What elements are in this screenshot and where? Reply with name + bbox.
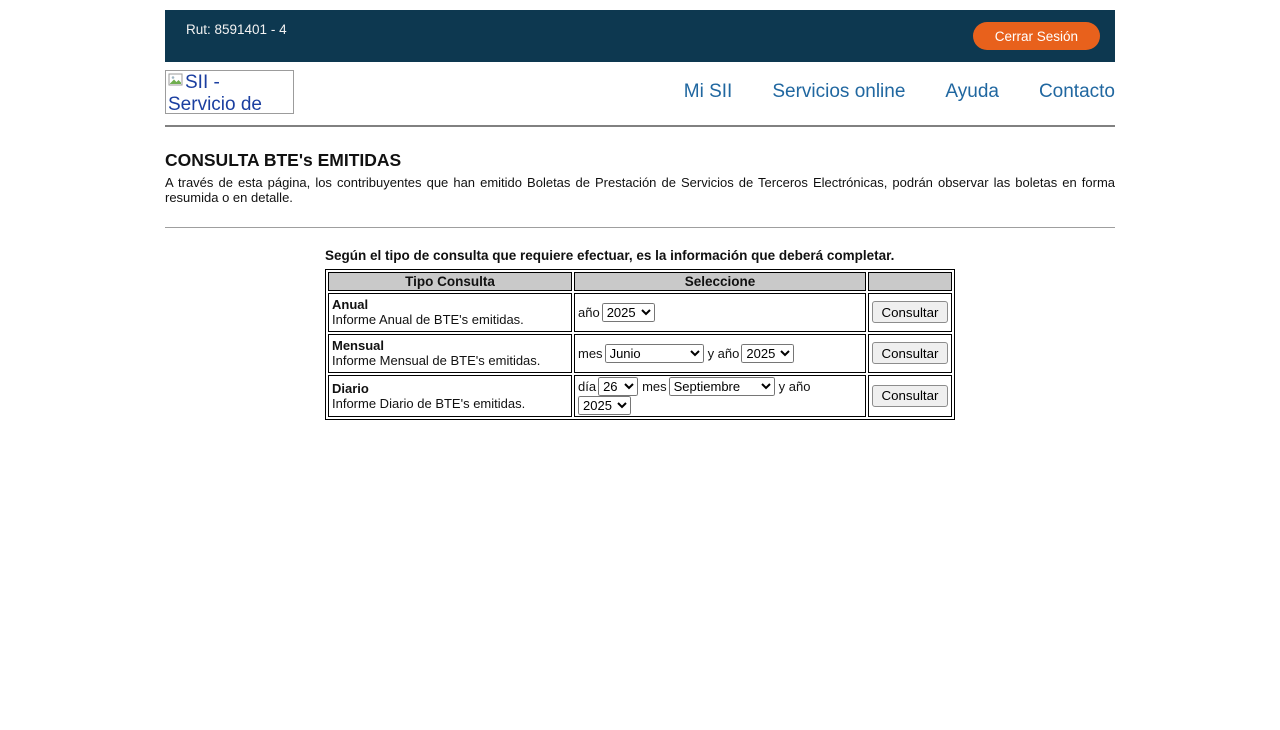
consulta-section: [325, 248, 955, 420]
tipo-consulta-header: Tipo Consulta: [328, 272, 572, 291]
logo-alt-text: SII - Servicio de: [168, 72, 262, 114]
mensual-consultar-button[interactable]: Consultar: [872, 342, 948, 364]
mensual-month-select[interactable]: [605, 344, 704, 363]
consulta-table: [325, 269, 955, 420]
table-header-row: [328, 272, 952, 291]
diario-day-label: día: [578, 378, 597, 394]
action-header: [868, 272, 952, 291]
anual-name: Anual: [332, 297, 369, 312]
diario-year-select[interactable]: [578, 396, 631, 415]
anual-year-select[interactable]: [602, 303, 655, 322]
mensual-year-select[interactable]: [741, 344, 794, 363]
nav-mi-sii[interactable]: Mi SII: [683, 81, 733, 102]
mensual-name: Mensual: [332, 338, 385, 353]
diario-name: Diario: [332, 380, 369, 396]
page-description: A través de esta página, los contribuyentes que han emitido Boletas de Prestación de Servicios de Terceros Electrónicas, podrán observar las boletas en forma resumida o en detalle.: [165, 175, 1115, 205]
section-divider: [165, 227, 1115, 228]
page-title: CONSULTA BTE's EMITIDAS: [165, 150, 402, 170]
diario-description: Informe Diario de BTE's emitidas.: [332, 395, 526, 411]
main-nav: [684, 81, 1115, 103]
rut-label: Rut: 8591401 - 4: [186, 22, 287, 37]
logout-button[interactable]: Cerrar Sesión: [973, 22, 1100, 50]
logo-link[interactable]: [165, 70, 294, 114]
diario-year-label: y año: [778, 378, 811, 394]
table-row-diario: [328, 375, 952, 417]
table-row-mensual: [328, 334, 952, 373]
broken-image-icon: [168, 72, 184, 94]
instruction-text: Según el tipo de consulta que requiere efectuar, es la información que deberá completar.: [325, 248, 895, 263]
diario-consultar-button[interactable]: Consultar: [872, 385, 948, 407]
anual-consultar-button[interactable]: Consultar: [872, 301, 948, 323]
nav-servicios-online[interactable]: Servicios online: [772, 81, 906, 102]
page-container: [165, 10, 1115, 420]
table-row-anual: [328, 293, 952, 332]
mensual-description: Informe Mensual de BTE's emitidas.: [332, 353, 541, 368]
header-divider: [165, 125, 1115, 127]
diario-day-select[interactable]: [598, 377, 638, 396]
session-bar: [165, 10, 1115, 62]
site-header: [165, 70, 1115, 114]
nav-ayuda[interactable]: Ayuda: [945, 81, 999, 102]
mensual-month-label: mes: [578, 345, 603, 361]
anual-year-label: año: [578, 304, 600, 320]
mensual-year-label: y año: [707, 345, 740, 361]
seleccione-header: Seleccione: [574, 272, 866, 291]
diario-month-select[interactable]: [669, 377, 775, 396]
anual-description: Informe Anual de BTE's emitidas.: [332, 312, 524, 327]
nav-contacto[interactable]: Contacto: [1038, 81, 1115, 102]
diario-month-label: mes: [642, 378, 667, 394]
